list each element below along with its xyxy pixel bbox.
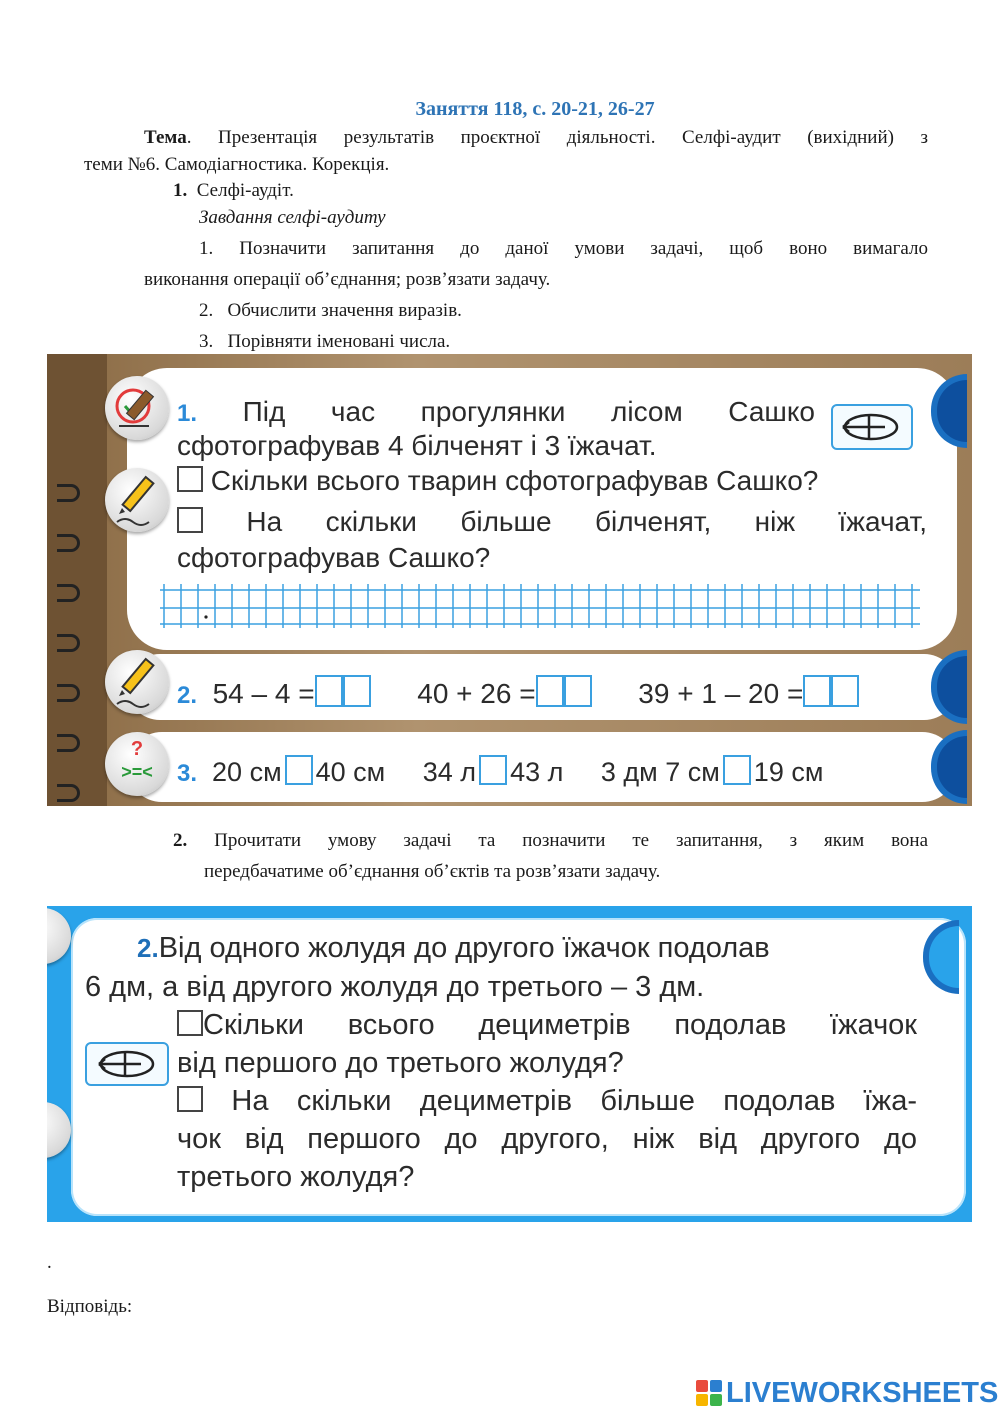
section1-subtitle: Завдання селфі-аудиту (199, 207, 386, 228)
stray-dot: . (47, 1252, 52, 1273)
section1-item3 (199, 327, 450, 357)
section2-number: 2. (173, 830, 188, 851)
spiral-hook (57, 584, 80, 602)
topic-line-2: теми №6. Самодіагностика. Корекція. (84, 154, 390, 175)
section1-item2-text: Обчислити значення виразів. (227, 300, 462, 321)
card2-line2: 6 дм, а від другого жолудя до третього – 3 дм. (85, 971, 705, 1003)
question2-line1[interactable] (177, 504, 927, 540)
section1-title: Селфі-аудіт. (196, 180, 294, 201)
section1-item3-number: 3. (199, 331, 214, 352)
task1-line1 (177, 394, 815, 432)
task1-text-1: Під час прогулянки лісом Сашко (242, 396, 816, 427)
union-symbol-icon (833, 406, 911, 448)
section2-line2: передбачатиме об’єднання об’єктів та розв’язати задачу. (204, 861, 661, 882)
union-operation-badge (831, 404, 913, 450)
compare3-left: 3 дм 7 см (600, 757, 720, 787)
selfie-audit-icon (105, 376, 169, 440)
pencil-write-icon (105, 650, 169, 714)
spiral-hook (57, 534, 80, 552)
section2-line1 (173, 826, 928, 856)
card2-q1-line2: від першого до третього жолудя? (177, 1047, 624, 1079)
expression-2: 40 + 26 = (417, 678, 536, 709)
task1-line2: сфотографував 4 білченят і 3 їжачат. (177, 430, 657, 461)
card2-q1-text: Скільки всього дециметрів подолав їжачок (203, 1009, 917, 1041)
section1-item2 (199, 296, 462, 326)
card2-q2-line1[interactable] (177, 1083, 917, 1119)
answer-box[interactable] (343, 675, 371, 707)
lesson-title: Заняття 118, с. 20-21, 26-27 (415, 98, 655, 120)
liveworksheets-mark-icon (696, 1380, 722, 1406)
answer-box[interactable] (803, 675, 831, 707)
pencil-icon (47, 1102, 71, 1158)
task3-row (177, 754, 823, 792)
compare-icon (105, 732, 169, 796)
compare-box[interactable] (479, 755, 507, 785)
compare-box[interactable] (723, 755, 751, 785)
question1-text: Скільки всього тварин сфотографував Сашко? (210, 465, 819, 496)
grid-dot (204, 615, 207, 618)
task2-number: 2. (177, 682, 198, 709)
worksheet-card-2 (47, 906, 972, 1222)
compare3-right: 19 см (753, 757, 824, 787)
card2-q2-checkbox[interactable] (177, 1086, 203, 1112)
question1-checkbox[interactable] (177, 466, 203, 492)
card2-q2-line2: чок від першого до другого, ніж від другого до (177, 1123, 917, 1155)
card2-q1-checkbox[interactable] (177, 1010, 203, 1036)
section1-number: 1. (173, 180, 188, 201)
topic-line-1 (144, 123, 928, 153)
pencil-icon (47, 908, 71, 964)
section1-item3-text: Порівняти іменовані числа. (227, 331, 451, 352)
task2-row (177, 675, 859, 714)
question2-text: На скільки більше білченят, ніж їжачат, (246, 506, 927, 537)
pencil-check-icon (105, 376, 169, 440)
answer-grid[interactable] (160, 584, 920, 628)
topic-label: Тема (144, 127, 187, 148)
section2-text-1: Прочитати умову задачі та позначити те запитання, з яким вона (214, 830, 929, 851)
spiral-hook (57, 784, 80, 802)
answer-box[interactable] (536, 675, 564, 707)
compare-icon-question: ? (130, 738, 144, 760)
answer-label: Відповідь: (47, 1296, 133, 1317)
section1-heading (173, 176, 294, 206)
card2-q1-line1[interactable] (177, 1007, 917, 1043)
spiral-hook (57, 484, 80, 502)
worksheet-card-1 (47, 354, 972, 806)
logo-text: LIVEWORKSHEETS (726, 1376, 999, 1409)
pencil-icon (105, 650, 169, 714)
pencil-write-icon (105, 468, 169, 532)
section1-item1-line2: виконання операції об’єднання; розв’язати задачу. (144, 269, 551, 290)
task3-number: 3. (177, 760, 198, 787)
section1-item1-line1: 1. Позначити запитання до даної умови задачі, щоб воно вимагало (199, 238, 928, 259)
answer-box[interactable] (315, 675, 343, 707)
card2-task-number: 2. (137, 933, 159, 963)
card2-q2-text: На скільки дециметрів більше подолав їжа- (231, 1085, 917, 1117)
card2-line1 (137, 930, 770, 966)
question1[interactable] (177, 463, 818, 499)
question2-line2: сфотографував Сашко? (177, 542, 491, 573)
topic-text: . Презентація результатів проєктної діяльності. Селфі-аудит (вихідний) з (186, 127, 928, 148)
section1-item2-number: 2. (199, 300, 214, 321)
compare2-left: 34 л (422, 757, 477, 787)
compare2-right: 43 л (510, 757, 564, 787)
spiral-hook (57, 634, 80, 652)
answer-box[interactable] (831, 675, 859, 707)
question2-checkbox[interactable] (177, 507, 203, 533)
expression-3: 39 + 1 – 20 = (638, 678, 804, 709)
spiral-hook (57, 684, 80, 702)
compare1-right: 40 см (315, 757, 386, 787)
card2-text-1: Від одного жолудя до другого їжачок подолав (158, 932, 770, 964)
liveworksheets-logo[interactable] (696, 1376, 998, 1410)
pencil-icon (105, 468, 169, 532)
compare-icon-signs: >=< (121, 762, 153, 782)
compare-box[interactable] (285, 755, 313, 785)
task1-number: 1. (177, 400, 198, 427)
spiral-hook (57, 734, 80, 752)
union-symbol-icon (87, 1044, 167, 1084)
expression-1: 54 – 4 = (212, 678, 315, 709)
compare1-left: 20 см (212, 757, 282, 787)
card2-q2-line3: третього жолудя? (177, 1161, 415, 1193)
answer-box[interactable] (564, 675, 592, 707)
union-operation-badge (85, 1042, 169, 1086)
